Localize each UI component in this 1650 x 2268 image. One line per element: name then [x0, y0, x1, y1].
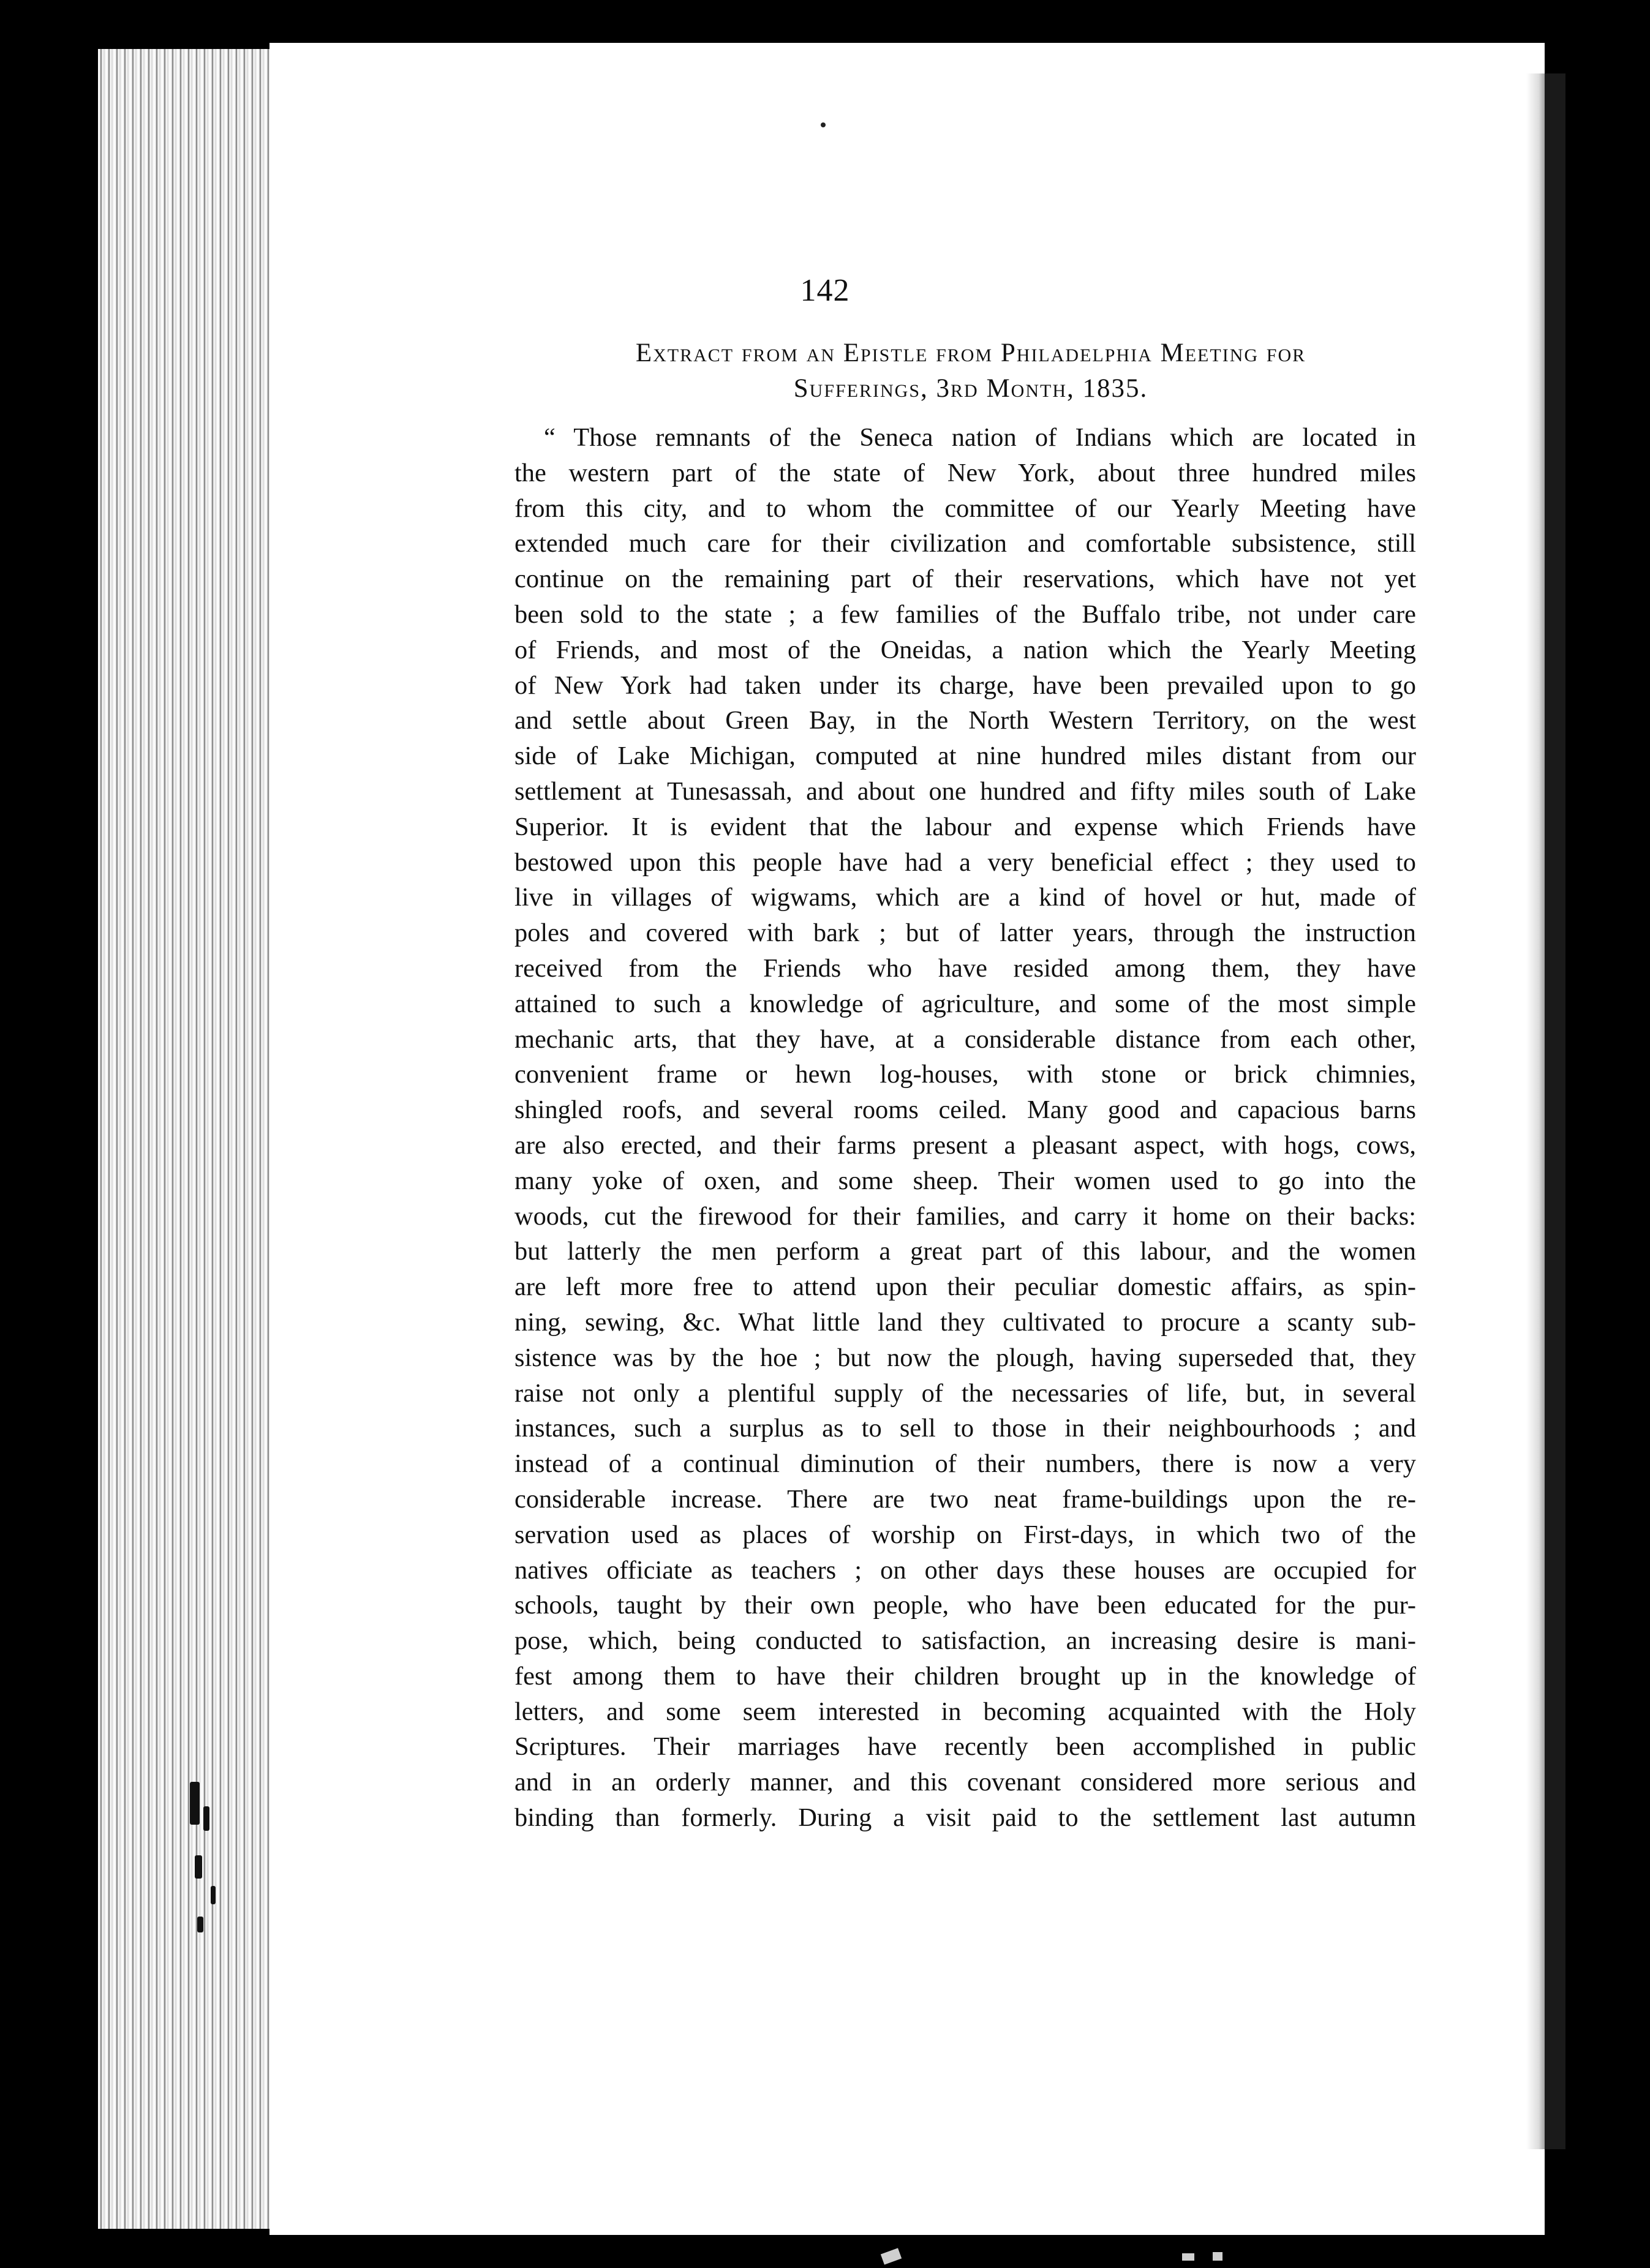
text-line: continue on the remaining part of their reservations, which have not yet	[514, 565, 1416, 594]
body-paragraph	[514, 420, 1416, 1836]
text-line: bestowed upon this people have had a very beneficial effect ; they used to	[514, 847, 1416, 877]
text-line: from this city, and to whom the committee of our Yearly Meeting have	[514, 494, 1416, 523]
text-line: servation used as places of worship on First-days, in which two of the	[514, 1520, 1416, 1549]
edge-mark	[203, 1806, 209, 1831]
bottom-scrap	[1182, 2253, 1194, 2261]
section-heading	[514, 336, 1427, 407]
text-line: schools, taught by their own people, who have been educated for the pur-	[514, 1591, 1416, 1620]
text-line: poles and covered with bark ; but of latter years, through the instruction	[514, 918, 1416, 948]
bottom-scrap	[881, 2248, 902, 2264]
text-line: “ Those remnants of the Seneca nation of Indians which are located in	[544, 423, 1416, 452]
edge-mark	[190, 1782, 200, 1825]
page-edges	[98, 49, 282, 2229]
text-line: are also erected, and their farms present a pleasant aspect, with hogs, cows,	[514, 1130, 1416, 1160]
text-line: are left more free to attend upon their peculiar domestic affairs, as spin-	[514, 1272, 1416, 1302]
text-line: Scriptures. Their marriages have recently been accomplished in public	[514, 1732, 1416, 1762]
text-line: ning, sewing, &c. What little land they cultivated to procure a scanty sub-	[514, 1307, 1416, 1337]
page-speck	[821, 122, 826, 127]
text-line: pose, which, being conducted to satisfaction, an increasing desire is mani-	[514, 1626, 1416, 1656]
text-line: received from the Friends who have resided among them, they have	[514, 953, 1416, 983]
text-line: the western part of the state of New York, about three hundred miles	[514, 458, 1416, 487]
text-line: been sold to the state ; a few families of the Buffalo tribe, not under care	[514, 599, 1416, 629]
text-line: binding than formerly. During a visit paid to the settlement last autumn	[514, 1803, 1416, 1833]
text-line: shingled roofs, and several rooms ceiled. Many good and capacious barns	[514, 1095, 1416, 1125]
text-line: and in an orderly manner, and this covenant considered more serious and	[514, 1768, 1416, 1797]
right-binding-shadow	[1545, 73, 1565, 2149]
text-line: extended much care for their civilization and comfortable subsistence, still	[514, 529, 1416, 558]
text-line: Superior. It is evident that the labour and expense which Friends have	[514, 812, 1416, 841]
text-line: instead of a continual diminution of their numbers, there is now a very	[514, 1449, 1416, 1479]
text-line: but latterly the men perform a great part of this labour, and the women	[514, 1237, 1416, 1266]
bottom-scrap	[1213, 2252, 1222, 2261]
text-line: fest among them to have their children brought up in the knowledge of	[514, 1661, 1416, 1691]
text-line: considerable increase. There are two neat frame-buildings upon the re-	[514, 1484, 1416, 1514]
right-page-lip	[1526, 73, 1547, 2149]
edge-mark	[211, 1886, 216, 1904]
text-line: letters, and some seem interested in becoming acquainted with the Holy	[514, 1697, 1416, 1726]
text-line: settlement at Tunesassah, and about one hundred and fifty miles south of Lake	[514, 776, 1416, 806]
text-line: raise not only a plentiful supply of the necessaries of life, but, in several	[514, 1378, 1416, 1408]
text-line: attained to such a knowledge of agriculture, and some of the most simple	[514, 989, 1416, 1018]
text-line: of Friends, and most of the Oneidas, a nation which the Yearly Meeting	[514, 635, 1416, 664]
text-line: many yoke of oxen, and some sheep. Their women used to go into the	[514, 1166, 1416, 1195]
text-line: mechanic arts, that they have, at a considerable distance from each other,	[514, 1024, 1416, 1054]
text-line: woods, cut the firewood for their families, and carry it home on their backs:	[514, 1201, 1416, 1231]
heading-line-1: Extract from an Epistle from Philadelphia Meeting for	[635, 339, 1306, 367]
edge-mark	[195, 1855, 202, 1879]
text-line: instances, such a surplus as to sell to those in their neighbourhoods ; and	[514, 1414, 1416, 1443]
text-line: natives officiate as teachers ; on other days these houses are occupied for	[514, 1555, 1416, 1585]
text-line: of New York had taken under its charge, have been prevailed upon to go	[514, 670, 1416, 700]
edge-mark	[197, 1917, 203, 1932]
text-line: convenient frame or hewn log-houses, with stone or brick chimnies,	[514, 1060, 1416, 1089]
heading-line-2: Sufferings, 3rd Month, 1835.	[793, 374, 1148, 403]
text-line: sistence was by the hoe ; but now the plough, having superseded that, they	[514, 1343, 1416, 1372]
text-line: and settle about Green Bay, in the North Western Territory, on the west	[514, 706, 1416, 735]
text-line: side of Lake Michigan, computed at nine hundred miles distant from our	[514, 742, 1416, 771]
page-number: 142	[800, 273, 850, 308]
text-line: live in villages of wigwams, which are a kind of hovel or hut, made of	[514, 883, 1416, 912]
